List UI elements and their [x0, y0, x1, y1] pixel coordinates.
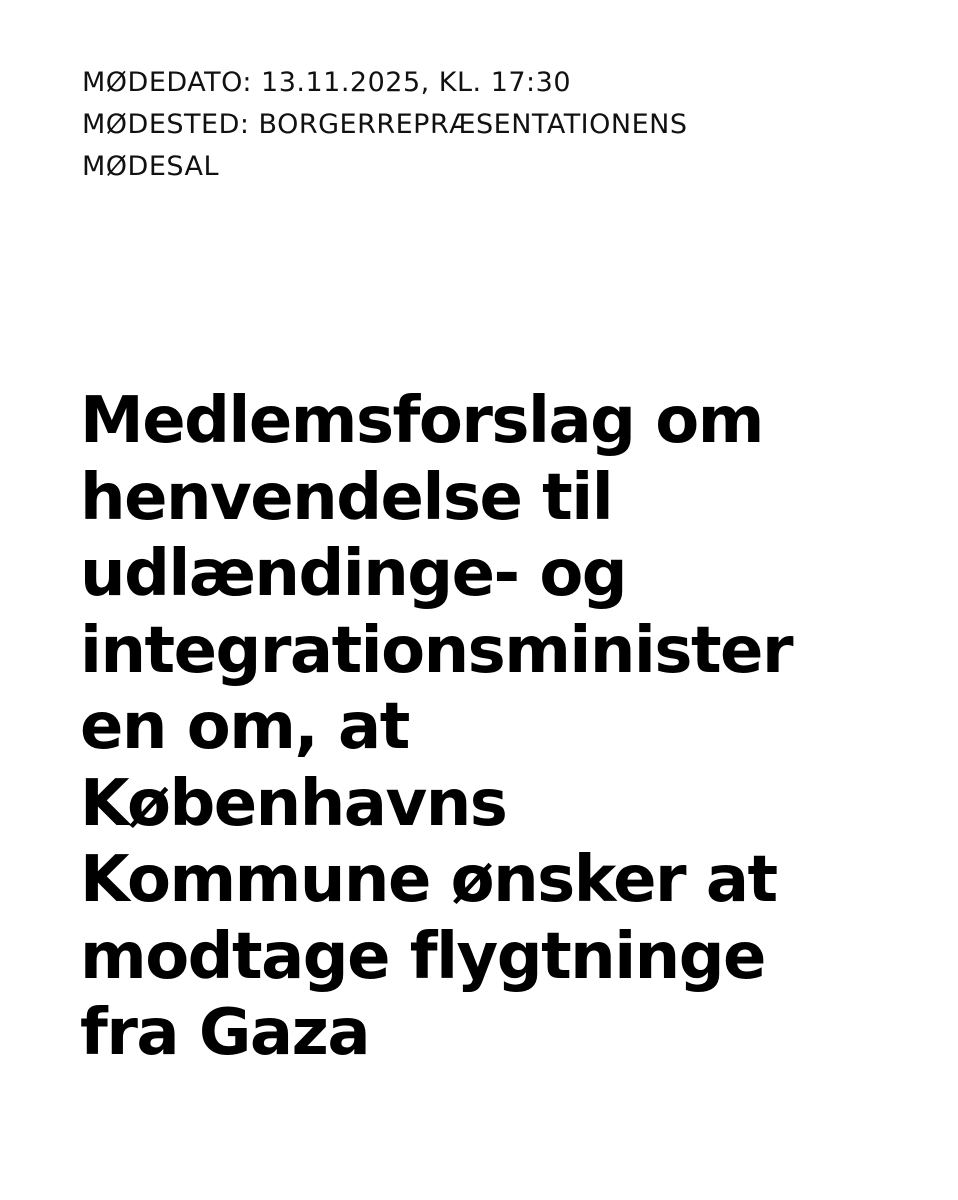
meeting-info	[82, 62, 902, 188]
title-line: henvendelse til	[80, 460, 613, 535]
proposal-title	[80, 383, 920, 1072]
meeting-date: MØDEDATO: 13.11.2025, KL. 17:30	[82, 67, 572, 98]
title-line: udlændinge- og	[80, 537, 627, 611]
title-line: modtage flygtninge	[80, 919, 765, 994]
title-line: en om, at	[80, 690, 409, 764]
title-line: Københavns	[80, 766, 507, 841]
title-line: fra Gaza	[80, 996, 370, 1070]
title-line: integrationsminister	[80, 613, 792, 688]
title-line: Kommune ønsker at	[80, 843, 777, 917]
meeting-location-continued: MØDESAL	[82, 151, 220, 182]
title-line: Medlemsforslag om	[80, 384, 763, 458]
meeting-location: MØDESTED: BORGERREPRÆSENTATIONENS	[82, 109, 688, 140]
